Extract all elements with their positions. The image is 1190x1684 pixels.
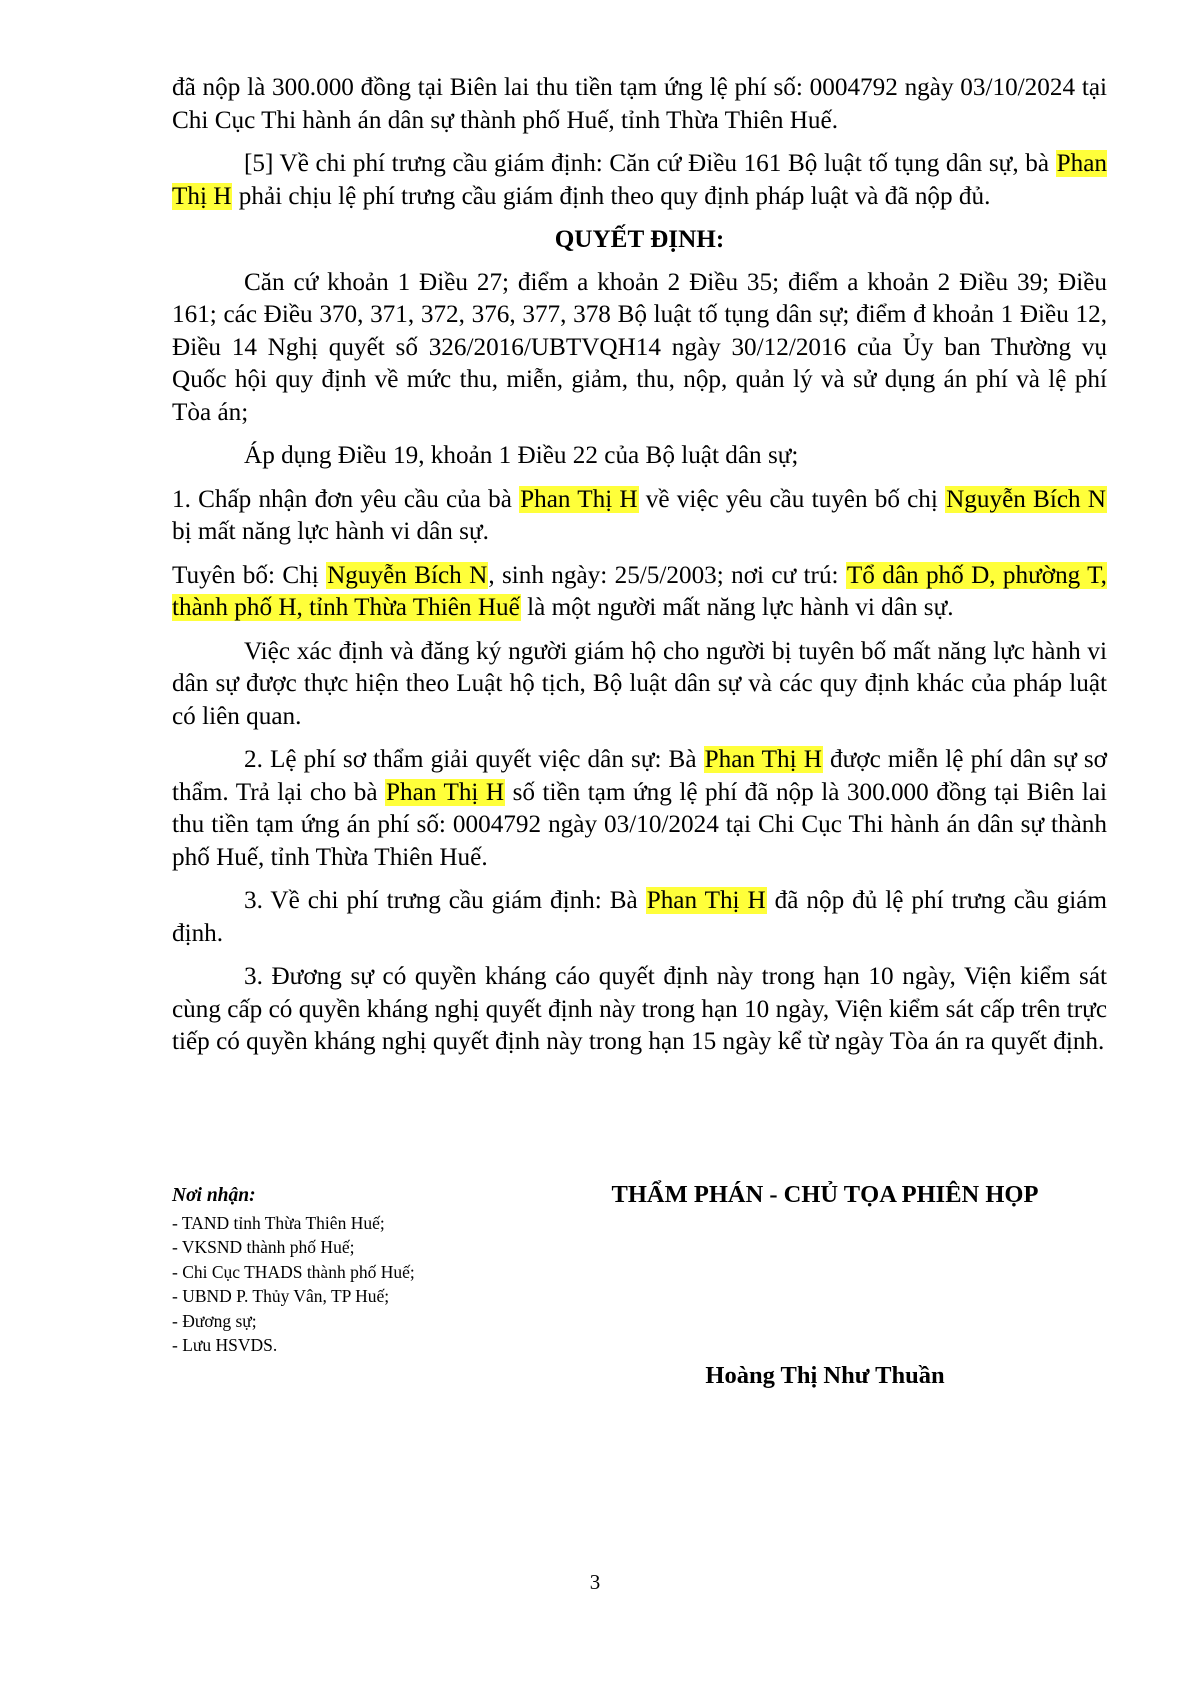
recipient-item: - TAND tỉnh Thừa Thiên Huế;	[172, 1212, 385, 1233]
highlight-petitioner: Phan Thị H	[646, 887, 766, 914]
document-body	[172, 72, 1107, 1070]
recipient-item: - Lưu HSVDS.	[172, 1335, 278, 1355]
signer-title: THẨM PHÁN - CHỦ TỌA PHIÊN HỌP	[611, 1181, 1039, 1208]
paragraph-decision-2	[172, 744, 1107, 874]
paragraph-appraisal-cost	[172, 148, 1107, 213]
paragraph-decision-3	[172, 885, 1107, 950]
paragraph-appeal-rights	[172, 961, 1107, 1059]
recipients-label: Nơi nhận:	[172, 1185, 256, 1206]
page-number: 3	[589, 1570, 601, 1594]
paragraph-legal-basis	[172, 267, 1107, 430]
recipient-item: - VKSND thành phố Huế;	[172, 1237, 355, 1257]
paragraph-text: , sinh ngày: 25/5/2003; nơi cư trú:	[488, 561, 846, 589]
signer-name: Hoàng Thị Như Thuần	[705, 1362, 945, 1389]
paragraph-text: Căn cứ khoản 1 Điều 27; điểm a khoản 2 Điều 35; điểm a khoản 2 Điều 39; Điều 161; các Điều 370, 371, 372, 376, 377, 378 Bộ luật tố tụng dân sự; điểm đ khoản 1 Điều 12, Điều 14 Nghị quyết số 326/2016/UBTVQH14 ngày 30/12/2016 của Ủy ban Thường vụ Quốc hội quy định về mức thu, miễn, giảm, thu, nộp, quản lý và sử dụng án phí và lệ phí Tòa án;	[172, 268, 1107, 426]
paragraph-text: 1. Chấp nhận đơn yêu cầu của bà	[172, 485, 520, 513]
recipient-item: - UBND P. Thủy Vân, TP Huế;	[172, 1286, 390, 1306]
paragraph-declaration	[172, 560, 1107, 625]
recipients-block	[172, 1184, 512, 1358]
highlight-petitioner: Phan Thị H	[386, 778, 505, 806]
recipient-item: - Chi Cục THADS thành phố Huế;	[172, 1261, 415, 1282]
highlight-petitioner: Phan Thị H	[704, 746, 822, 773]
paragraph-text: 2. Lệ phí sơ thẩm giải quyết việc dân sự: Bà	[244, 746, 704, 773]
paragraph-text: được miễn lệ phí dân sự sơ thẩm. Trả lại cho bà	[172, 746, 1107, 806]
paragraph-guardian	[172, 636, 1107, 734]
paragraph-text: Việc xác định và đăng ký người giám hộ cho người bị tuyên bố mất năng lực hành vi dân sự được thực hiện theo Luật hộ tịch, Bộ luật dân sự và các quy định khác của pháp luật có liên quan.	[172, 637, 1107, 730]
highlight-petitioner: Phan Thị H	[172, 150, 1107, 210]
recipient-item: - Đương sự;	[172, 1310, 257, 1331]
paragraph-text: Tuyên bố: Chị	[172, 561, 327, 589]
paragraph-fee-receipt	[172, 72, 1107, 137]
paragraph-text: đã nộp đủ lệ phí trưng cầu giám định.	[172, 887, 1108, 947]
paragraph-text: là một người mất năng lực hành vi dân sự.	[520, 594, 954, 621]
highlight-address: Tổ dân phố D, phường T, thành phố H, tỉnh Thừa Thiên Huế	[172, 561, 1107, 621]
paragraph-applied-law	[172, 440, 1107, 473]
highlight-petitioner: Phan Thị H	[520, 485, 638, 513]
paragraph-text: về việc yêu cầu tuyên bố chị	[638, 485, 946, 513]
highlight-subject: Nguyễn Bích N	[327, 561, 488, 589]
highlight-subject: Nguyễn Bích N	[946, 485, 1106, 513]
paragraph-decision-1	[172, 484, 1107, 549]
paragraph-text: 3. Đương sự có quyền kháng cáo quyết định này trong hạn 10 ngày, Viện kiểm sát cùng cấp có quyền kháng nghị quyết định này trong hạn 10 ngày, Viện kiểm sát cấp trên trực tiếp có quyền kháng nghị quyết định này trong hạn 15 ngày kể từ ngày Tòa án ra quyết định.	[172, 963, 1107, 1055]
paragraph-text: Áp dụng Điều 19, khoản 1 Điều 22 của Bộ luật dân sự;	[244, 442, 799, 469]
decision-heading: QUYẾT ĐỊNH:	[554, 226, 725, 253]
paragraph-text: 3. Về chi phí trưng cầu giám định: Bà	[244, 887, 646, 914]
paragraph-text: [5] Về chi phí trưng cầu giám định: Căn cứ Điều 161 Bộ luật tố tụng dân sự, bà	[244, 150, 1056, 177]
paragraph-text: số tiền tạm ứng lệ phí đã nộp là 300.000 đồng tại Biên lai thu tiền tạm ứng án phí số: 0004792 ngày 03/10/2024 tại Chi Cục Thi hành án dân sự thành phố Huế, tỉnh Thừa Thiên Huế.	[172, 778, 1108, 871]
paragraph-text: bị mất năng lực hành vi dân sự.	[172, 518, 489, 545]
paragraph-text: phải chịu lệ phí trưng cầu giám định theo quy định pháp luật và đã nộp đủ.	[232, 182, 991, 210]
paragraph-text: đã nộp là 300.000 đồng tại Biên lai thu tiền tạm ứng lệ phí số: 0004792 ngày 03/10/2024 tại Chi Cục Thi hành án dân sự thành phố Huế, tỉnh Thừa Thiên Huế.	[172, 74, 1107, 134]
